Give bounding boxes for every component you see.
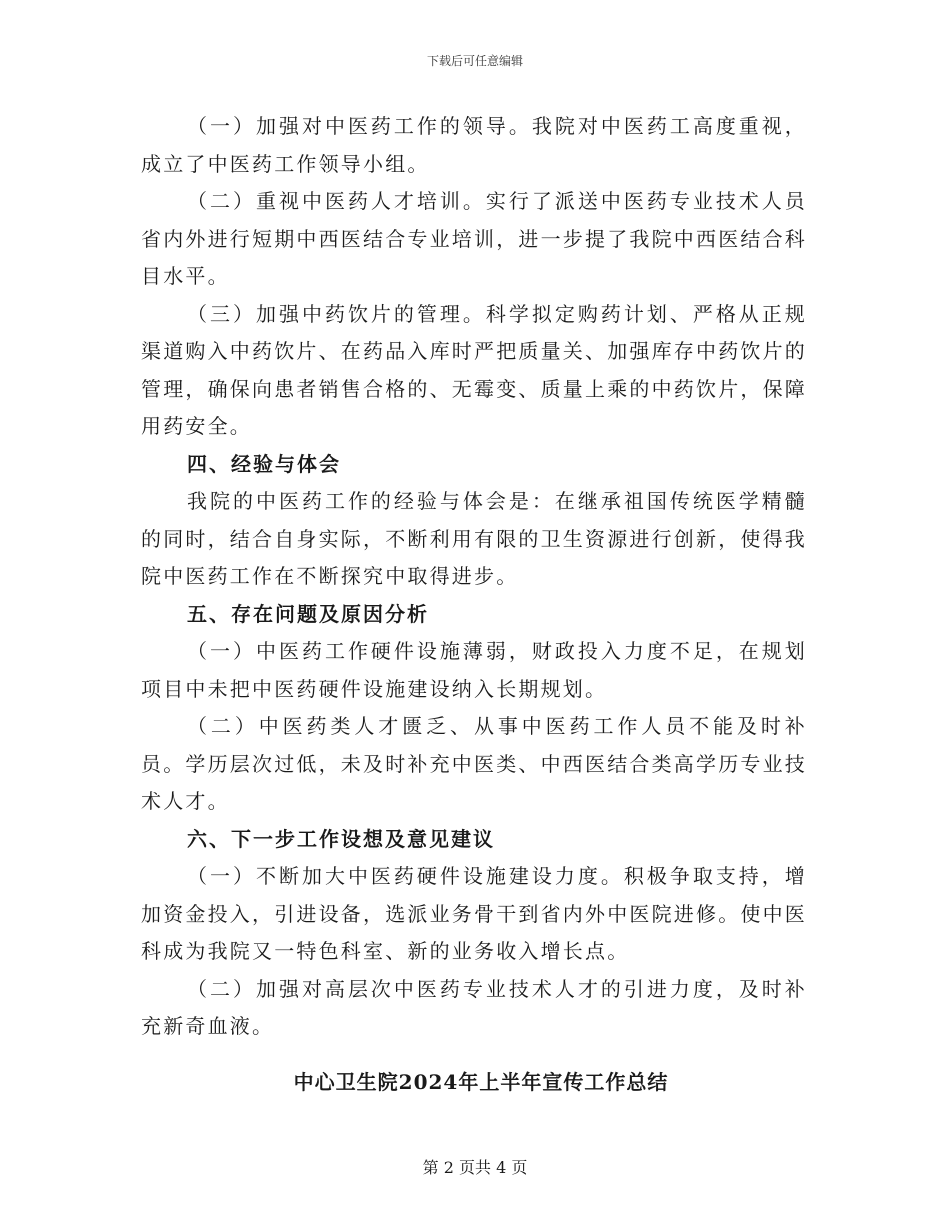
paragraph-herbal-management: （三）加强中药饮片的管理。科学拟定购药计划、严格从正规渠道购入中药饮片、在药品入库时严把质量关、加强库存中药饮片的管理，确保向患者销售合格的、无霉变、质量上乘的中药饮片，保障用药安全。 bbox=[141, 301, 807, 438]
section-heading-experience: 四、经验与体会 bbox=[187, 451, 341, 476]
page-number: 第 2 页共 4 页 bbox=[422, 1158, 528, 1177]
document-body bbox=[141, 108, 807, 1095]
header-note: 下载后可任意编辑 bbox=[426, 54, 523, 68]
paragraph-problem-talent: （二）中医药类人才匮乏、从事中医药工作人员不能及时补员。学历层次过低，未及时补充中医类、中西医结合类高学历专业技术人才。 bbox=[141, 714, 807, 813]
section-heading-problems: 五、存在问题及原因分析 bbox=[187, 601, 429, 626]
next-document-title: 中心卫生院2024年上半年宣传工作总结 bbox=[293, 1069, 669, 1094]
paragraph-training: （二）重视中医药人才培训。实行了派送中医药专业技术人员省内外进行短期中西医结合专业培训，进一步提了我院中西医结合科目水平。 bbox=[141, 189, 807, 288]
paragraph-experience: 我院的中医药工作的经验与体会是：在继承祖国传统医学精髓的同时，结合自身实际，不断利用有限的卫生资源进行创新，使得我院中医药工作在不断探究中取得进步。 bbox=[141, 489, 807, 588]
paragraph-next-hardware: （一）不断加大中医药硬件设施建设力度。积极争取支持，增加资金投入，引进设备，选派业务骨干到省内外中医院进修。使中医科成为我院又一特色科室、新的业务收入增长点。 bbox=[141, 864, 807, 963]
paragraph-leadership: （一）加强对中医药工作的领导。我院对中医药工高度重视，成立了中医药工作领导小组。 bbox=[141, 114, 807, 176]
paragraph-next-talent: （二）加强对高层次中医药专业技术人才的引进力度，及时补充新奇血液。 bbox=[141, 976, 807, 1038]
section-heading-next-steps: 六、下一步工作设想及意见建议 bbox=[187, 826, 495, 851]
paragraph-problem-hardware: （一）中医药工作硬件设施薄弱，财政投入力度不足，在规划项目中未把中医药硬件设施建设纳入长期规划。 bbox=[141, 639, 807, 701]
